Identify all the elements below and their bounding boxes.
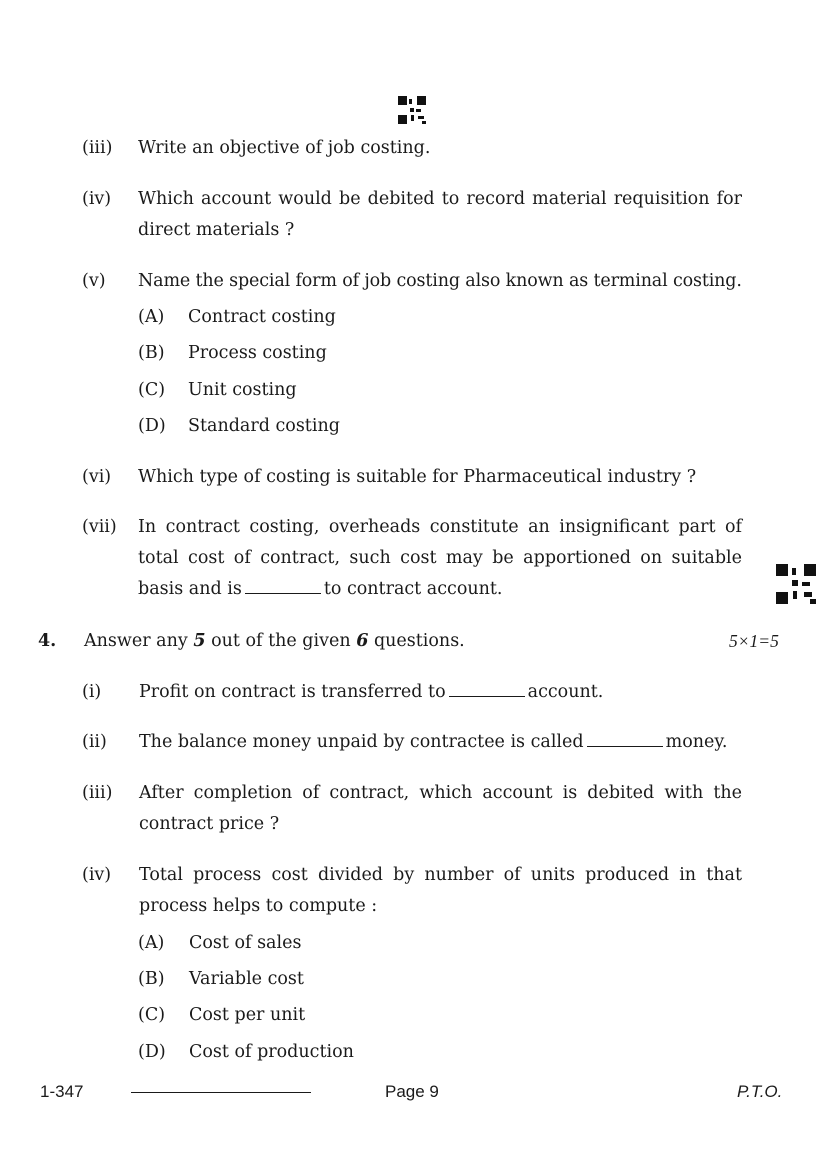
qr-code-top-icon: [398, 96, 426, 124]
question-text: After completion of contract, which account is debited with the contract price ?: [139, 783, 742, 834]
question-text: Profit on contract is transferred to account.: [139, 682, 604, 702]
question-text: Total process cost divided by number of units produced in that process helps to compute :: [139, 865, 742, 916]
item-number: (v): [82, 271, 106, 291]
footer-divider: [131, 1092, 311, 1093]
option-text: Unit costing: [188, 380, 297, 400]
option-text: Cost of production: [189, 1042, 354, 1062]
item-number: (iv): [82, 189, 112, 209]
page-number: Page 9: [385, 1082, 439, 1101]
question-number: 4.: [38, 631, 57, 651]
question-text: Which type of costing is suitable for Pharmaceutical industry ?: [138, 467, 697, 487]
item-number: (iv): [82, 865, 112, 885]
option-label: (A): [138, 307, 165, 327]
option-label: (D): [138, 1042, 166, 1062]
question-text: The balance money unpaid by contractee is called money.: [139, 732, 728, 752]
option-text: Cost per unit: [189, 1005, 306, 1025]
item-number: (ii): [82, 732, 107, 752]
option-text: Variable cost: [189, 969, 304, 989]
option-text: Cost of sales: [189, 933, 302, 953]
question-text: Which account would be debited to record material requisition for direct materials ?: [138, 189, 742, 240]
option-text: Standard costing: [188, 416, 340, 436]
item-number: (vi): [82, 467, 112, 487]
option-label: (B): [138, 343, 165, 363]
option-text: Contract costing: [188, 307, 336, 327]
fill-in-blank: [245, 592, 321, 594]
option-label: (B): [138, 969, 165, 989]
option-label: (D): [138, 416, 166, 436]
item-number: (vii): [82, 517, 117, 537]
please-turn-over: P.T.O.: [737, 1082, 783, 1101]
option-label: (C): [138, 380, 166, 400]
question-intro: Answer any 5 out of the given 6 questions.: [84, 631, 465, 651]
option-label: (C): [138, 1005, 166, 1025]
option-text: Process costing: [188, 343, 327, 363]
fill-in-blank: [449, 695, 525, 697]
item-number: (iii): [82, 783, 113, 803]
fill-in-blank: [587, 745, 663, 747]
marks-allocation: 5×1=5: [729, 631, 779, 651]
question-text: Name the special form of job costing also known as terminal costing.: [138, 271, 742, 291]
paper-code: 1-347: [40, 1082, 84, 1101]
qr-code-side-icon: [776, 564, 816, 604]
question-text: In contract costing, overheads constitute an insignificant part of total cost of contract, such cost may be apportioned on suitable basis and is to contract account.: [138, 517, 742, 599]
item-number: (iii): [82, 138, 113, 158]
item-number: (i): [82, 682, 102, 702]
option-label: (A): [138, 933, 165, 953]
question-text: Write an objective of job costing.: [138, 138, 431, 158]
